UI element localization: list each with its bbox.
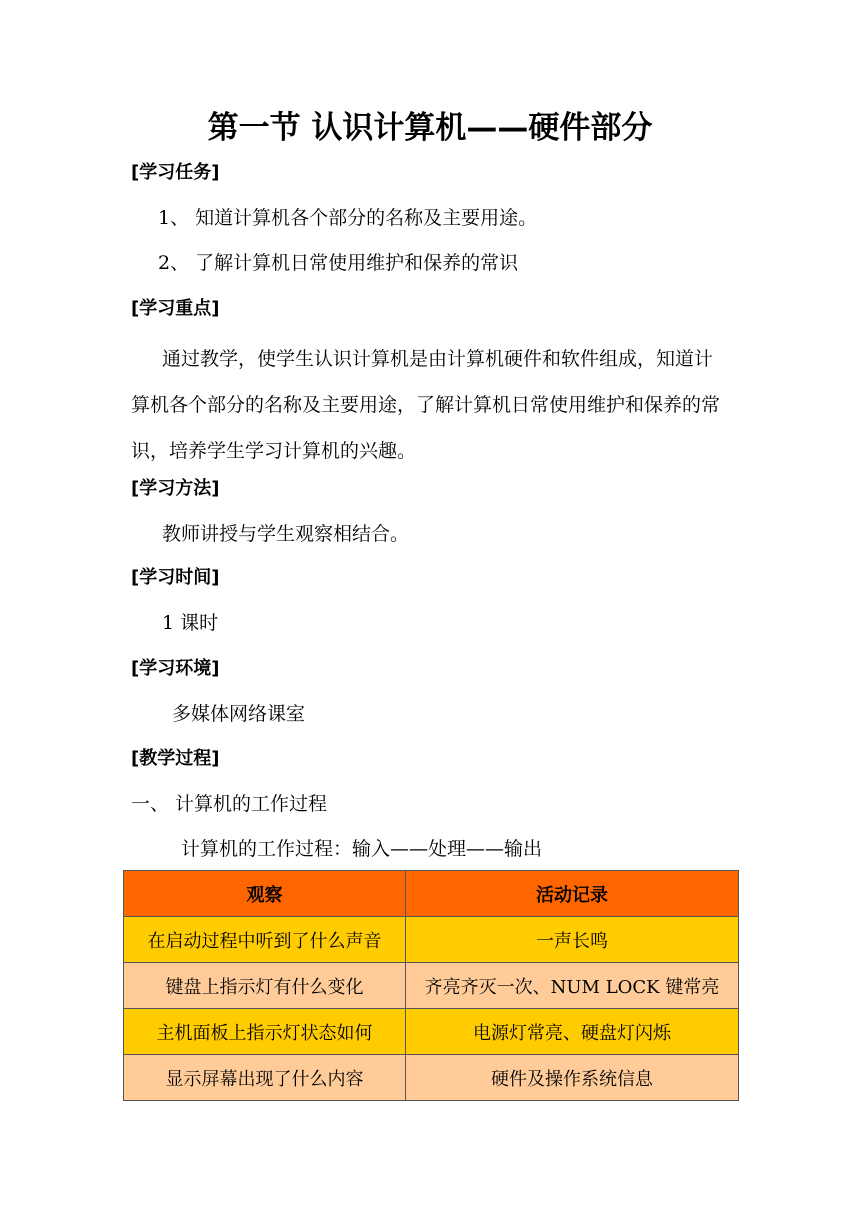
table-header-record: 活动记录 [406,871,739,917]
table-header-row [124,871,739,917]
table-row [124,963,739,1009]
process-desc: 计算机的工作过程：输入——处理——输出 [181,838,543,860]
table-cell: 电源灯常亮、硬盘灯闪烁 [406,1009,739,1055]
method-heading: [学习方法] [131,478,220,499]
time-heading: [学习时间] [131,567,220,588]
observation-table [123,870,739,1101]
env-heading: [学习环境] [131,658,220,679]
process-heading: [教学过程] [131,748,220,769]
table-header-observe: 观察 [124,871,406,917]
time-text: 1 课时 [162,612,219,634]
process-item: 一、 计算机的工作过程 [131,793,328,815]
focus-text: 通过教学，使学生认识计算机是由计算机硬件和软件组成，知道计算机各个部分的名称及主要用途，了解计算机日常使用维护和保养的常识，培养学生学习计算机的兴趣。 [131,348,721,462]
method-text: 教师讲授与学生观察相结合。 [162,523,410,545]
table-cell: 齐亮齐灭一次、NUM LOCK 键常亮 [406,963,739,1009]
table-cell: 在启动过程中听到了什么声音 [124,917,406,963]
table-row [124,1009,739,1055]
task-item-1: 1、 知道计算机各个部分的名称及主要用途。 [158,207,538,229]
table-cell: 硬件及操作系统信息 [406,1055,739,1101]
table-cell: 键盘上指示灯有什么变化 [124,963,406,1009]
table-cell: 主机面板上指示灯状态如何 [124,1009,406,1055]
env-text: 多媒体网络课室 [172,703,306,725]
task-item-2: 2、 了解计算机日常使用维护和保养的常识 [158,252,519,274]
table-row [124,917,739,963]
focus-heading: [学习重点] [131,298,220,319]
table-cell: 显示屏幕出现了什么内容 [124,1055,406,1101]
page-title: 第一节 认识计算机——硬件部分 [207,110,653,146]
table-cell: 一声长鸣 [406,917,739,963]
table-row [124,1055,739,1101]
task-heading: [学习任务] [131,162,220,183]
